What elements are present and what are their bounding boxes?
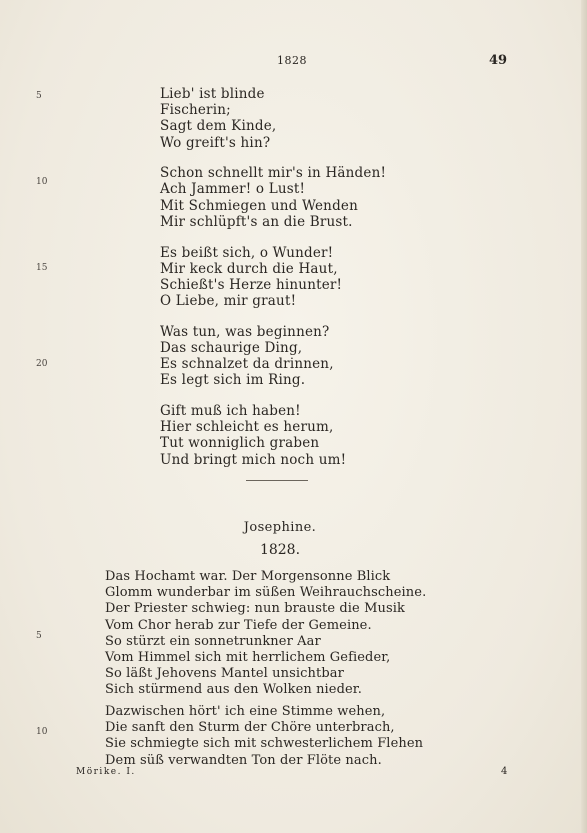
poem-line: Vom Himmel sich mit herrlichem Gefieder, — [105, 649, 391, 665]
poem-line: Es schnalzet da drinnen, — [160, 356, 334, 373]
poem-stanza — [160, 165, 386, 230]
poem-line: Mit Schmiegen und Wenden — [160, 197, 358, 214]
poem-stanza — [160, 86, 386, 151]
poem-line: So läßt Jehovens Mantel unsichtbar — [105, 666, 344, 682]
poem-stanza — [160, 245, 386, 310]
line-number: 10 — [36, 177, 48, 187]
poem-line: O Liebe, mir graut! — [160, 293, 297, 310]
poem-line: Was tun, was beginnen? — [160, 323, 330, 340]
poem-line: Der Priester schwieg: nun brauste die Musik — [105, 601, 405, 617]
poem-line: So stürzt ein sonnetrunkner Aar — [105, 633, 321, 649]
poem-line: Schon schnellt mir's in Händen! — [160, 165, 387, 182]
poem-stanza — [160, 324, 386, 389]
poem-line: Glomm wunderbar im süßen Weihrauchscheine. — [105, 585, 427, 601]
poem-line: Es beißt sich, o Wunder! — [160, 244, 334, 261]
poem-line: Mir keck durch die Haut, — [160, 260, 338, 277]
poem-line: Sich stürmend aus den Wolken nieder. — [105, 682, 362, 698]
signature-mark: Mörike. I. — [76, 767, 136, 777]
poem-line: Wo greift's hin? — [160, 134, 271, 151]
poem-line: Lieb' ist blinde — [160, 86, 265, 102]
poem-title: Josephine. — [243, 520, 317, 535]
poem-line: Vom Chor herab zur Tiefe der Gemeine. — [105, 617, 372, 633]
poem-line: Sagt dem Kinde, — [160, 118, 277, 135]
line-number: 5 — [36, 631, 42, 641]
poem-stanza — [105, 569, 426, 699]
poem-line: Ach Jammer! o Lust! — [160, 181, 306, 198]
poem-date: 1828. — [259, 542, 301, 558]
poem-line: Hier schleicht es herum, — [160, 419, 334, 436]
poem-line: Das Hochamt war. Der Morgensonne Blick — [105, 569, 391, 584]
poem-line: Und bringt mich noch um! — [160, 451, 347, 468]
poem-line: Mir schlüpft's an die Brust. — [160, 213, 353, 230]
poem-stanza — [160, 403, 386, 468]
poem-line: Das schaurige Ding, — [160, 339, 303, 356]
line-number: 20 — [36, 359, 48, 369]
poem-line: Dem süß verwandten Ton der Flöte nach. — [105, 752, 382, 768]
poem-text — [160, 86, 386, 482]
poem-stanza — [105, 704, 423, 769]
page-number: 49 — [489, 53, 508, 68]
poem-line: Tut wonniglich graben — [160, 435, 320, 452]
running-head-year: 1828 — [277, 54, 307, 67]
section-divider — [246, 480, 308, 481]
page-edge — [581, 0, 587, 833]
sheet-number: 4 — [501, 766, 508, 777]
line-number: 5 — [36, 91, 42, 101]
poem-line: Fischerin; — [160, 102, 231, 119]
poem-line: Gift muß ich haben! — [160, 403, 301, 419]
poem-line: Sie schmiegte sich mit schwesterlichem Flehen — [105, 736, 424, 752]
poem-line: Dazwischen hört' ich eine Stimme wehen, — [105, 704, 386, 719]
poem-line: Es legt sich im Ring. — [160, 372, 306, 389]
line-number: 10 — [36, 727, 48, 737]
poem-line: Die sanft den Sturm der Chöre unterbrach, — [105, 720, 395, 736]
poem-line: Schießt's Herze hinunter! — [160, 276, 343, 293]
line-number: 15 — [36, 263, 48, 273]
